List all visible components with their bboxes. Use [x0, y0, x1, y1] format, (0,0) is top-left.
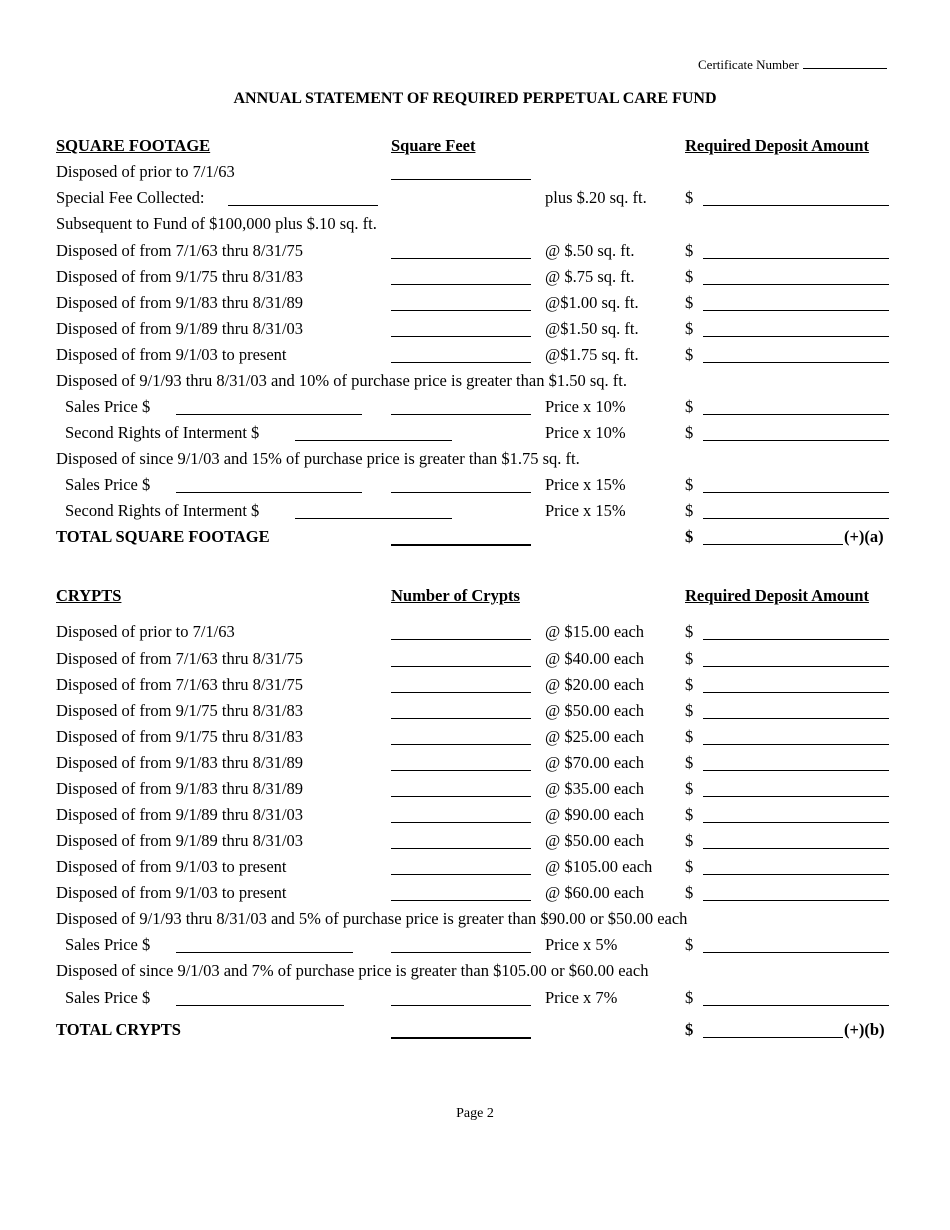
- row-label: Sales Price $: [65, 397, 151, 416]
- deposit-amount-field[interactable]: [703, 744, 889, 745]
- deposit-amount-field[interactable]: [703, 639, 889, 640]
- square-footage-header: [0, 136, 950, 158]
- total-crypts-field[interactable]: [391, 1037, 531, 1039]
- sf-row-4: [0, 319, 950, 341]
- row-rate: @ $105.00 each: [545, 857, 653, 876]
- row-label: Disposed of from 9/1/89 thru 8/31/03: [56, 805, 304, 824]
- row-label: Disposed of prior to 7/1/63: [56, 622, 235, 641]
- sf-note-1: [0, 371, 950, 393]
- row-rate: Price x 15%: [545, 501, 626, 520]
- row-label: Second Rights of Interment $: [65, 423, 260, 442]
- crypt-row-4: [0, 701, 950, 723]
- required-deposit-heading: Required Deposit Amount: [685, 136, 869, 155]
- dollar-sign: $: [685, 293, 694, 312]
- row-rate: Price x 10%: [545, 423, 626, 442]
- row-label: Sales Price $: [65, 935, 151, 954]
- row-rate: @$1.00 sq. ft.: [545, 293, 639, 312]
- row-label: Disposed of from 9/1/03 to present: [56, 857, 287, 876]
- dollar-sign: $: [685, 622, 694, 641]
- deposit-amount-field[interactable]: [703, 822, 889, 823]
- row-label: Disposed of from 9/1/03 to present: [56, 345, 287, 364]
- dollar-sign: $: [685, 345, 694, 364]
- deposit-amount-field[interactable]: [703, 518, 889, 519]
- sf-row-special-fee: [0, 188, 950, 210]
- row-label: Disposed of from 9/1/89 thru 8/31/03: [56, 319, 304, 338]
- total-square-feet-field[interactable]: [391, 544, 531, 546]
- crypts-count-field[interactable]: [391, 639, 531, 640]
- dollar-sign: $: [685, 649, 694, 668]
- deposit-amount-field[interactable]: [703, 952, 889, 953]
- row-label: Sales Price $: [65, 988, 151, 1007]
- sf-note-2: [0, 449, 950, 471]
- crypts-count-field[interactable]: [391, 744, 531, 745]
- special-fee-field[interactable]: [228, 205, 378, 206]
- row-label: Subsequent to Fund of $100,000 plus $.10 sq. ft.: [56, 214, 377, 233]
- total-suffix: (+)(a): [844, 527, 884, 546]
- dollar-sign: $: [685, 883, 694, 902]
- square-feet-field[interactable]: [391, 414, 531, 415]
- square-footage-heading: SQUARE FOOTAGE: [56, 136, 211, 155]
- row-rate: @$1.75 sq. ft.: [545, 345, 639, 364]
- deposit-amount-field[interactable]: [703, 874, 889, 875]
- dollar-sign: $: [685, 857, 694, 876]
- number-of-crypts-heading: Number of Crypts: [391, 586, 520, 605]
- sf-row-5: [0, 345, 950, 367]
- deposit-amount-field[interactable]: [703, 718, 889, 719]
- row-label: Disposed of from 9/1/75 thru 8/31/83: [56, 701, 304, 720]
- certificate-number-label: Certificate Number: [698, 57, 799, 72]
- crypts-count-field[interactable]: [391, 666, 531, 667]
- dollar-sign: $: [685, 397, 694, 416]
- row-rate: @ $40.00 each: [545, 649, 645, 668]
- sf-second-rights-1: [0, 423, 950, 445]
- square-feet-field[interactable]: [391, 284, 531, 285]
- dollar-sign: $: [685, 188, 694, 207]
- sf-row-subsequent: [0, 214, 950, 236]
- deposit-amount-field[interactable]: [703, 666, 889, 667]
- dollar-sign: $: [685, 805, 694, 824]
- crypt-row-5: [0, 727, 950, 749]
- square-feet-heading: Square Feet: [391, 136, 476, 155]
- dollar-sign: $: [685, 527, 694, 546]
- crypt-total-row: [0, 1020, 950, 1042]
- row-label: Sales Price $: [65, 475, 151, 494]
- sf-sales-price-1: [0, 397, 950, 419]
- row-rate: Price x 7%: [545, 988, 618, 1007]
- page-title: ANNUAL STATEMENT OF REQUIRED PERPETUAL CARE FUND: [233, 90, 717, 107]
- sf-row-3: [0, 293, 950, 315]
- crypt-row-6: [0, 753, 950, 775]
- row-rate: @ $15.00 each: [545, 622, 645, 641]
- sf-total-row: [0, 527, 950, 549]
- total-suffix: (+)(b): [844, 1020, 885, 1039]
- deposit-amount-field[interactable]: [703, 1005, 889, 1006]
- row-label: Disposed of from 9/1/83 thru 8/31/89: [56, 779, 304, 798]
- sf-row-prior: [0, 162, 950, 184]
- crypts-count-field[interactable]: [391, 900, 531, 901]
- sales-price-field[interactable]: [176, 1005, 344, 1006]
- row-rate: @ $20.00 each: [545, 675, 645, 694]
- row-label: Disposed of from 7/1/63 thru 8/31/75: [56, 649, 304, 668]
- second-rights-field[interactable]: [295, 518, 452, 519]
- required-deposit-heading: Required Deposit Amount: [685, 586, 869, 605]
- total-label: TOTAL SQUARE FOOTAGE: [56, 527, 270, 546]
- second-rights-field[interactable]: [295, 440, 452, 441]
- row-label: Special Fee Collected:: [56, 188, 205, 207]
- dollar-sign: $: [685, 675, 694, 694]
- deposit-amount-field[interactable]: [703, 848, 889, 849]
- dollar-sign: $: [685, 423, 694, 442]
- total-deposit-field[interactable]: [703, 544, 843, 545]
- square-feet-field[interactable]: [391, 310, 531, 311]
- crypt-sales-price-2: [0, 988, 950, 1010]
- row-label: Disposed of from 9/1/03 to present: [56, 883, 287, 902]
- crypts-count-field[interactable]: [391, 822, 531, 823]
- sf-row-1: [0, 241, 950, 263]
- row-rate: plus $.20 sq. ft.: [545, 188, 647, 207]
- deposit-amount-field[interactable]: [703, 900, 889, 901]
- row-rate: @ $.75 sq. ft.: [545, 267, 635, 286]
- row-label: Second Rights of Interment $: [65, 501, 260, 520]
- dollar-sign: $: [685, 988, 694, 1007]
- crypt-sales-price-1: [0, 935, 950, 957]
- row-label: Disposed of since 9/1/03 and 7% of purchase price is greater than $105.00 or $60.00 each: [56, 961, 649, 980]
- dollar-sign: $: [685, 319, 694, 338]
- sales-price-field[interactable]: [176, 952, 353, 953]
- row-label: Disposed of 9/1/93 thru 8/31/03 and 5% of purchase price is greater than $90.00 or $50.00 each: [56, 909, 688, 928]
- row-rate: @ $25.00 each: [545, 727, 645, 746]
- sales-price-field[interactable]: [176, 492, 362, 493]
- crypts-count-field[interactable]: [391, 718, 531, 719]
- deposit-amount-field[interactable]: [703, 310, 889, 311]
- crypts-count-field[interactable]: [391, 848, 531, 849]
- deposit-amount-field[interactable]: [703, 440, 889, 441]
- crypt-row-10: [0, 857, 950, 879]
- deposit-amount-field[interactable]: [703, 770, 889, 771]
- row-rate: @ $90.00 each: [545, 805, 645, 824]
- dollar-sign: $: [685, 475, 694, 494]
- deposit-amount-field[interactable]: [703, 336, 889, 337]
- sf-row-2: [0, 267, 950, 289]
- row-label: Disposed of from 9/1/75 thru 8/31/83: [56, 267, 304, 286]
- dollar-sign: $: [685, 267, 694, 286]
- dollar-sign: $: [685, 727, 694, 746]
- deposit-amount-field[interactable]: [703, 284, 889, 285]
- crypts-count-field[interactable]: [391, 692, 531, 693]
- row-rate: @ $60.00 each: [545, 883, 645, 902]
- crypt-row-8: [0, 805, 950, 827]
- row-label: Disposed of from 7/1/63 thru 8/31/75: [56, 675, 304, 694]
- crypt-note-2: [0, 961, 950, 983]
- crypt-note-1: [0, 909, 950, 931]
- crypt-row-11: [0, 883, 950, 905]
- deposit-amount-field[interactable]: [703, 205, 889, 206]
- dollar-sign: $: [685, 779, 694, 798]
- dollar-sign: $: [685, 831, 694, 850]
- crypts-header: [0, 586, 950, 608]
- row-label: Disposed of from 9/1/83 thru 8/31/89: [56, 293, 304, 312]
- row-rate: @ $50.00 each: [545, 831, 645, 850]
- total-label: TOTAL CRYPTS: [56, 1020, 181, 1039]
- deposit-amount-field[interactable]: [703, 362, 889, 363]
- row-label: Disposed of prior to 7/1/63: [56, 162, 235, 181]
- crypts-count-field[interactable]: [391, 1005, 531, 1006]
- deposit-amount-field[interactable]: [703, 414, 889, 415]
- row-rate: @$1.50 sq. ft.: [545, 319, 639, 338]
- deposit-amount-field[interactable]: [703, 258, 889, 259]
- dollar-sign: $: [685, 753, 694, 772]
- certificate-number-field[interactable]: [803, 56, 887, 69]
- row-rate: @ $.50 sq. ft.: [545, 241, 635, 260]
- sf-sales-price-2: [0, 475, 950, 497]
- square-feet-field[interactable]: [391, 258, 531, 259]
- square-feet-field[interactable]: [391, 362, 531, 363]
- crypt-row-1: [0, 622, 950, 644]
- crypts-count-field[interactable]: [391, 796, 531, 797]
- row-label: Disposed of since 9/1/03 and 15% of purchase price is greater than $1.75 sq. ft.: [56, 449, 580, 468]
- row-rate: Price x 5%: [545, 935, 618, 954]
- row-label: Disposed of from 7/1/63 thru 8/31/75: [56, 241, 304, 260]
- sf-second-rights-2: [0, 501, 950, 523]
- square-feet-field[interactable]: [391, 336, 531, 337]
- crypts-heading: CRYPTS: [56, 586, 122, 605]
- crypt-row-2: [0, 649, 950, 671]
- row-rate: @ $70.00 each: [545, 753, 645, 772]
- total-deposit-field[interactable]: [703, 1037, 843, 1038]
- crypts-count-field[interactable]: [391, 952, 531, 953]
- row-rate: @ $50.00 each: [545, 701, 645, 720]
- square-feet-field[interactable]: [391, 179, 531, 180]
- dollar-sign: $: [685, 501, 694, 520]
- dollar-sign: $: [685, 701, 694, 720]
- row-label: Disposed of from 9/1/89 thru 8/31/03: [56, 831, 304, 850]
- page-number: Page 2: [456, 1106, 494, 1121]
- certificate-number: [698, 56, 887, 73]
- deposit-amount-field[interactable]: [703, 692, 889, 693]
- row-rate: @ $35.00 each: [545, 779, 645, 798]
- crypts-count-field[interactable]: [391, 770, 531, 771]
- crypt-row-9: [0, 831, 950, 853]
- dollar-sign: $: [685, 1020, 694, 1039]
- square-feet-field[interactable]: [391, 492, 531, 493]
- row-label: Disposed of from 9/1/75 thru 8/31/83: [56, 727, 304, 746]
- deposit-amount-field[interactable]: [703, 492, 889, 493]
- deposit-amount-field[interactable]: [703, 796, 889, 797]
- sales-price-field[interactable]: [176, 414, 362, 415]
- row-label: Disposed of 9/1/93 thru 8/31/03 and 10% of purchase price is greater than $1.50 sq. ft.: [56, 371, 627, 390]
- crypts-count-field[interactable]: [391, 874, 531, 875]
- row-label: Disposed of from 9/1/83 thru 8/31/89: [56, 753, 304, 772]
- dollar-sign: $: [685, 935, 694, 954]
- row-rate: Price x 10%: [545, 397, 626, 416]
- dollar-sign: $: [685, 241, 694, 260]
- crypt-row-7: [0, 779, 950, 801]
- crypt-row-3: [0, 675, 950, 697]
- row-rate: Price x 15%: [545, 475, 626, 494]
